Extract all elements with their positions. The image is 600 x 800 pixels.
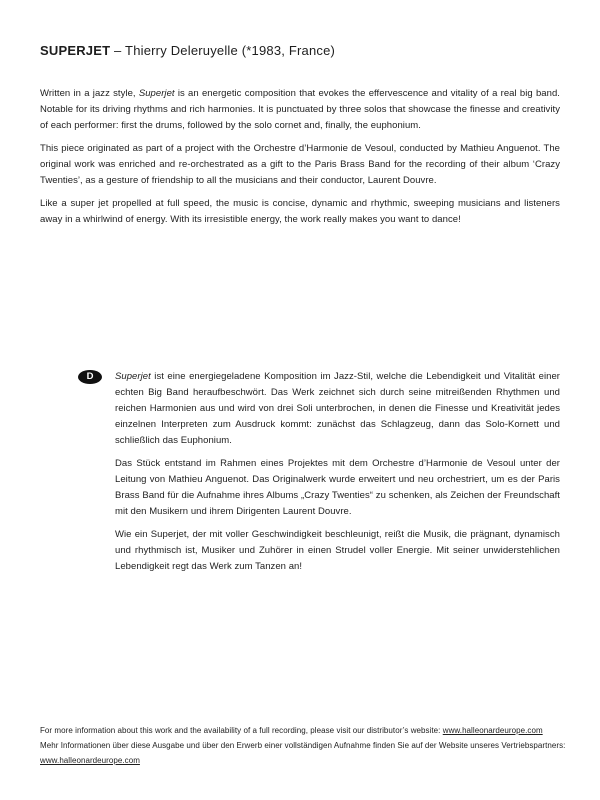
german-paragraph-2: Das Stück entstand im Rahmen eines Projektes mit dem Orchestre d’Harmonie de Vesoul unter der Leitung von Mathieu Anguenot. Das Originalwerk wurde erweitert und neu orchestriert, um es der Paris Brass Band für die Aufnahme ihres Albums „Crazy Twenties“ zu schenken, als Zeichen der Freundschaft mit den Musikern und ihrem Dirigenten Laurent Douvre.: [115, 458, 560, 517]
german-language-badge-icon: [78, 370, 102, 384]
footer-link-line: [40, 753, 570, 768]
footer-text-english: For more information about this work and the availability of a full recording, please visit our distributor’s website:: [40, 726, 441, 735]
german-paragraph-3: Wie ein Superjet, der mit voller Geschwindigkeit beschleunigt, reißt die Musik, die prägnant, dynamisch und rhythmisch ist, Musiker und Zuhörer in einen Strudel voller Energie. Mit seiner unwiderstehlichen Lebendigkeit regt das Werk zum Tanzen an!: [115, 529, 560, 572]
english-paragraph-3: Like a super jet propelled at full speed, the music is concise, dynamic and rhythmic, sweeping musicians and listeners away in a whirlwind of energy. With its irresistible energy, the work really makes you want to dance!: [40, 198, 560, 225]
language-badge-letter: D: [86, 371, 94, 383]
distributor-website-link-english[interactable]: www.halleonardeurope.com: [442, 726, 543, 735]
english-program-notes: [40, 86, 560, 235]
german-paragraph-1: Superjet ist eine energiegeladene Komposition im Jazz-Stil, welche die Lebendigkeit und Vitalität einer echten Big Band heraufbeschwört. Das Werk zeichnet sich durch seine mitreißenden Rhythmen und reichen Harmonien aus und wird von drei Soli unterbrochen, in denen die Finesse und Kreativität jedes einzelnen Interpreten zum Ausdruck kommt: zunächst das Schlagzeug, dann das Solo-Kornett und schließlich das Euphonium.: [115, 371, 560, 446]
footer-info-german: [40, 738, 570, 753]
footer-text-german: Mehr Informationen über diese Ausgabe und über den Erwerb einer vollständigen Aufnahme finden Sie auf der Website unseres Vertriebspartners:: [40, 741, 566, 750]
english-paragraph-2: This piece originated as part of a project with the Orchestre d’Harmonie de Vesoul, conducted by Mathieu Anguenot. The original work was enriched and re-orchestrated as a gift to the Paris Brass Band for the recording of their album ‘Crazy Twenties’, as a gesture of friendship to all the musicians and their conductor, Laurent Douvre.: [40, 143, 560, 186]
page-title: [40, 43, 560, 58]
composer-credit: – Thierry Deleruyelle (*1983, France): [110, 43, 336, 58]
work-title: SUPERJET: [40, 43, 111, 58]
language-badge-column: [40, 369, 115, 384]
german-program-notes: [40, 369, 560, 582]
footer-info-english: [40, 723, 570, 738]
german-text-column: [115, 369, 560, 582]
distributor-website-link-german[interactable]: www.halleonardeurope.com: [40, 756, 140, 765]
english-paragraph-1: Written in a jazz style, Superjet is an energetic composition that evokes the effervescence and vitality of a real big band. Notable for its driving rhythms and rich harmonies. It is punctuated by three solos that showcase the finesse and creativity of each performer: first the drums, followed by the solo cornet and, finally, the euphonium.: [40, 88, 560, 131]
footer: [40, 723, 570, 768]
